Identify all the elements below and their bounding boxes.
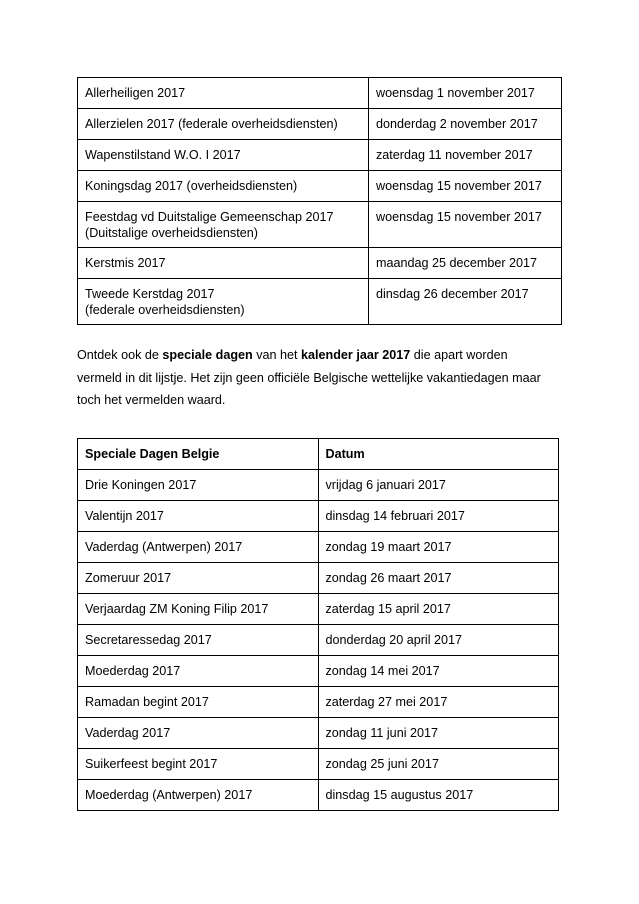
special-day-date-cell: vrijdag 6 januari 2017 <box>318 470 559 501</box>
table-row <box>78 656 559 687</box>
holidays-table-body <box>78 78 562 325</box>
holiday-name-line: Allerheiligen 2017 <box>85 86 186 100</box>
intro-paragraph <box>77 344 559 412</box>
table-row <box>78 749 559 780</box>
special-day-date-cell: zondag 25 juni 2017 <box>318 749 559 780</box>
header-date: Datum <box>318 439 559 470</box>
holiday-date-cell: zaterdag 11 november 2017 <box>369 140 562 171</box>
special-day-name-cell: Valentijn 2017 <box>78 501 319 532</box>
table-row <box>78 780 559 811</box>
table-row <box>78 687 559 718</box>
special-day-date-cell: zondag 26 maart 2017 <box>318 563 559 594</box>
intro-text-2: van het <box>252 348 302 362</box>
table-row <box>78 279 562 325</box>
holiday-date-cell: dinsdag 26 december 2017 <box>369 279 562 325</box>
table-row <box>78 501 559 532</box>
holiday-date-cell: woensdag 1 november 2017 <box>369 78 562 109</box>
special-day-name-cell: Ramadan begint 2017 <box>78 687 319 718</box>
holiday-name-line: (federale overheidsdiensten) <box>85 303 245 317</box>
holidays-table <box>77 77 562 325</box>
intro-bold-special-days: speciale dagen <box>162 348 253 362</box>
holiday-name-line: Allerzielen 2017 (federale overheidsdiensten) <box>85 117 338 131</box>
holiday-name-cell <box>78 109 369 140</box>
intro-text-3: die apart worden <box>410 348 508 362</box>
holiday-name-line: Tweede Kerstdag 2017 <box>85 287 215 301</box>
special-days-table-body <box>78 470 559 811</box>
special-day-date-cell: donderdag 20 april 2017 <box>318 625 559 656</box>
special-day-date-cell: zaterdag 27 mei 2017 <box>318 687 559 718</box>
holiday-date-cell: maandag 25 december 2017 <box>369 248 562 279</box>
special-day-name-cell: Moederdag (Antwerpen) 2017 <box>78 780 319 811</box>
table-header-row <box>78 439 559 470</box>
special-day-name-cell: Suikerfeest begint 2017 <box>78 749 319 780</box>
holiday-date-cell: woensdag 15 november 2017 <box>369 171 562 202</box>
table-row <box>78 532 559 563</box>
table-row <box>78 470 559 501</box>
holiday-name-line: Feestdag vd Duitstalige Gemeenschap 2017 <box>85 210 334 224</box>
holiday-date-cell: woensdag 15 november 2017 <box>369 202 562 248</box>
special-day-date-cell: dinsdag 15 augustus 2017 <box>318 780 559 811</box>
table-row <box>78 171 562 202</box>
intro-text-1: Ontdek ook de <box>77 348 163 362</box>
special-day-name-cell: Secretaressedag 2017 <box>78 625 319 656</box>
holiday-name-cell <box>78 78 369 109</box>
intro-line-2: vermeld in dit lijstje. Het zijn geen officiële Belgische wettelijke vakantiedagen maar <box>77 370 541 385</box>
table-row <box>78 248 562 279</box>
table-row <box>78 202 562 248</box>
special-day-name-cell: Vaderdag (Antwerpen) 2017 <box>78 532 319 563</box>
holiday-name-line: Wapenstilstand W.O. I 2017 <box>85 148 241 162</box>
table-row <box>78 625 559 656</box>
table-row <box>78 109 562 140</box>
special-day-date-cell: zondag 19 maart 2017 <box>318 532 559 563</box>
table-row <box>78 718 559 749</box>
holiday-date-cell: donderdag 2 november 2017 <box>369 109 562 140</box>
holiday-name-cell <box>78 279 369 325</box>
header-special-days: Speciale Dagen Belgie <box>78 439 319 470</box>
holiday-name-line: (Duitstalige overheidsdiensten) <box>85 226 258 240</box>
special-day-date-cell: dinsdag 14 februari 2017 <box>318 501 559 532</box>
table-row <box>78 563 559 594</box>
special-day-name-cell: Verjaardag ZM Koning Filip 2017 <box>78 594 319 625</box>
special-day-name-cell: Zomeruur 2017 <box>78 563 319 594</box>
table-row <box>78 140 562 171</box>
holiday-name-line: Koningsdag 2017 (overheidsdiensten) <box>85 179 298 193</box>
special-day-date-cell: zondag 14 mei 2017 <box>318 656 559 687</box>
special-day-name-cell: Moederdag 2017 <box>78 656 319 687</box>
table-row <box>78 594 559 625</box>
special-days-table <box>77 438 559 811</box>
holiday-name-cell <box>78 140 369 171</box>
holiday-name-cell <box>78 248 369 279</box>
holiday-name-cell <box>78 202 369 248</box>
table-row <box>78 78 562 109</box>
holiday-name-cell <box>78 171 369 202</box>
special-day-date-cell: zaterdag 15 april 2017 <box>318 594 559 625</box>
special-day-date-cell: zondag 11 juni 2017 <box>318 718 559 749</box>
special-day-name-cell: Vaderdag 2017 <box>78 718 319 749</box>
holiday-name-line: Kerstmis 2017 <box>85 256 166 270</box>
intro-bold-calendar-year: kalender jaar 2017 <box>301 348 411 362</box>
special-day-name-cell: Drie Koningen 2017 <box>78 470 319 501</box>
intro-line-3: toch het vermelden waard. <box>77 393 226 407</box>
